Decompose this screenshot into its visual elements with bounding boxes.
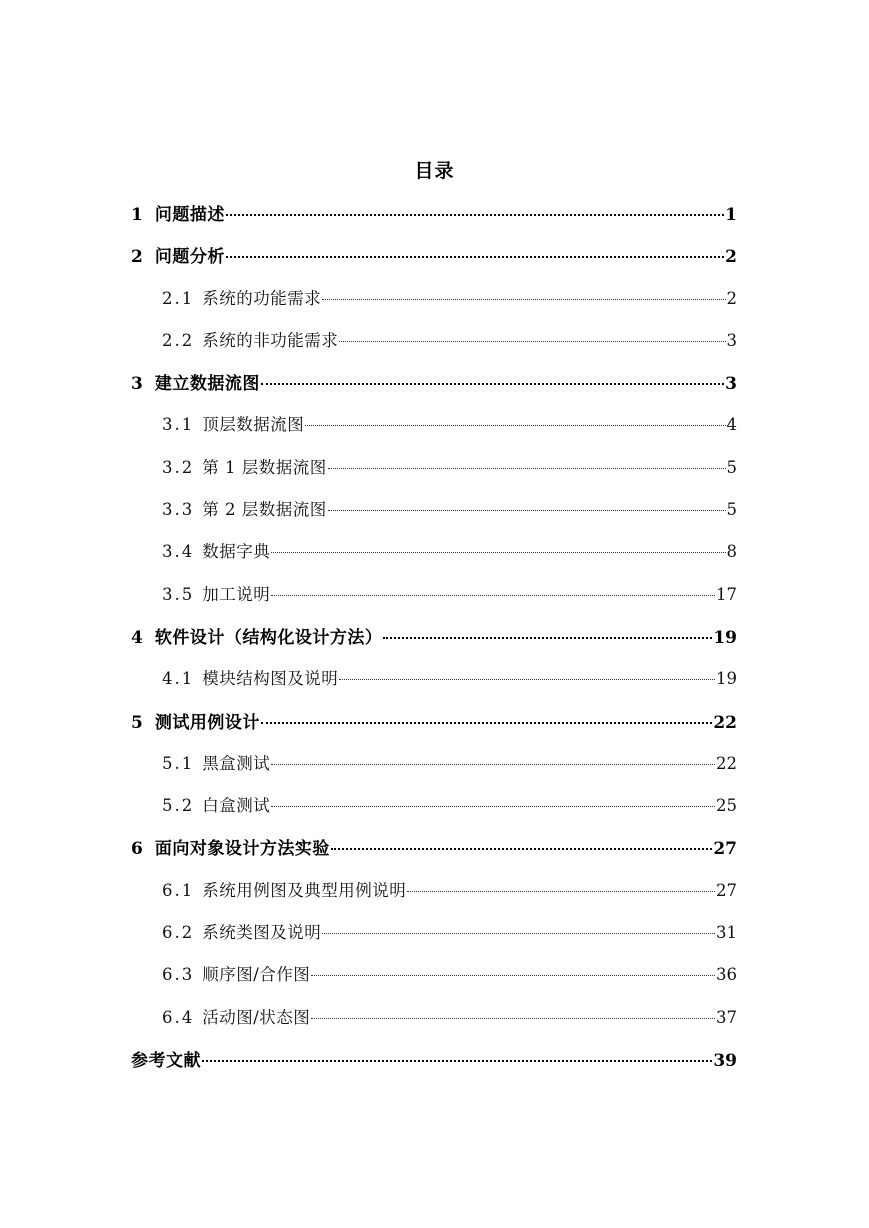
toc-entry-title: 问题描述 (154, 205, 225, 225)
toc-entry-title: 系统的非功能需求 (202, 330, 339, 350)
toc-entry-number: 3.1 (162, 415, 195, 435)
toc-entry-number: 2.2 (162, 330, 195, 350)
toc-entry-number: 6.4 (162, 1007, 195, 1027)
toc-dot-leader (328, 468, 726, 469)
toc-entry-title: 加工说明 (202, 584, 271, 604)
toc-dot-leader (226, 214, 724, 216)
toc-entry-number: 4.1 (162, 669, 195, 689)
toc-entry-page-number: 19 (713, 627, 737, 648)
toc-entry-page-number: 31 (716, 923, 737, 943)
toc-dot-leader (305, 425, 725, 426)
toc-entry-page-number: 19 (716, 669, 737, 689)
toc-dot-leader (261, 722, 712, 724)
toc-entry[interactable] (131, 951, 737, 993)
toc-entry-page-number: 22 (713, 712, 737, 733)
toc-entry-page-number: 36 (716, 965, 737, 985)
toc-entry-page-number: 17 (716, 584, 737, 604)
toc-entry-number: 6.3 (162, 965, 195, 985)
toc-entry-title: 模块结构图及说明 (202, 669, 339, 689)
toc-entry[interactable] (131, 275, 737, 317)
toc-dot-leader (339, 341, 725, 342)
toc-dot-leader (311, 975, 715, 976)
toc-entry-page-number: 37 (716, 1007, 737, 1027)
toc-dot-leader (322, 299, 725, 300)
toc-entry-number: 6 (131, 839, 144, 860)
toc-entry-number: 5 (131, 712, 144, 733)
toc-entry-title: 软件设计（结构化设计方法） (154, 627, 383, 648)
toc-entry-number: 5.2 (162, 796, 195, 816)
toc-title: 目录 (414, 160, 455, 182)
toc-entry-title: 第 2 层数据流图 (202, 500, 327, 520)
toc-dot-leader (271, 806, 715, 807)
toc-entry-page-number: 2 (725, 247, 737, 268)
toc-entry-page-number: 5 (726, 457, 737, 477)
toc-entry-number: 1 (131, 205, 144, 225)
toc-entry[interactable] (131, 571, 737, 613)
toc-entry[interactable] (131, 444, 737, 486)
toc-dot-leader (339, 679, 715, 680)
toc-entry[interactable] (131, 528, 737, 570)
toc-dot-leader (311, 1018, 715, 1019)
toc-dot-leader (261, 383, 724, 385)
toc-entry-title: 系统类图及说明 (202, 923, 322, 943)
toc-entry-page-number: 27 (716, 880, 737, 900)
toc-dot-leader (202, 1060, 712, 1062)
toc-entry[interactable] (131, 740, 737, 782)
toc-entry[interactable] (131, 401, 737, 443)
toc-entry-number: 3.3 (162, 500, 195, 520)
toc-entry-page-number: 5 (726, 500, 737, 520)
toc-entry-title: 白盒测试 (202, 796, 271, 816)
toc-dot-leader (271, 764, 715, 765)
toc-entry[interactable] (131, 909, 737, 951)
toc-entry-page-number: 22 (716, 753, 737, 773)
toc-entry-page-number: 25 (716, 796, 737, 816)
toc-entry-number: 3.2 (162, 457, 195, 477)
toc-entry-number: 3.4 (162, 542, 195, 562)
toc-entry-title: 系统用例图及典型用例说明 (202, 880, 407, 900)
toc-entry-title: 面向对象设计方法实验 (154, 839, 330, 860)
toc-entry-title: 顶层数据流图 (202, 415, 305, 435)
toc-entry-number: 2.1 (162, 288, 195, 308)
toc-dot-leader (226, 256, 724, 258)
toc-entry-number: 6.1 (162, 880, 195, 900)
toc-entry-title: 问题分析 (154, 247, 225, 268)
toc-entry[interactable] (131, 232, 737, 274)
toc-entry-number: 3 (131, 374, 144, 395)
toc-entry-title: 黑盒测试 (202, 753, 271, 773)
toc-entry[interactable] (131, 190, 737, 232)
toc-entry-title: 顺序图/合作图 (202, 965, 311, 985)
toc-entry[interactable] (131, 359, 737, 401)
toc-dot-leader (383, 637, 712, 639)
toc-entry-title: 测试用例设计 (154, 712, 260, 733)
toc-entry-number: 4 (131, 627, 144, 648)
toc-entry-page-number: 3 (726, 330, 737, 350)
toc-entry[interactable] (131, 613, 737, 655)
toc-entry[interactable] (131, 317, 737, 359)
toc-dot-leader (331, 848, 712, 850)
toc-dot-leader (407, 891, 715, 892)
toc-entry-number: 2 (131, 247, 144, 268)
toc-entry[interactable] (131, 655, 737, 697)
toc-entry[interactable] (131, 486, 737, 528)
toc-entry[interactable] (131, 698, 737, 740)
toc-entry[interactable] (131, 1036, 737, 1078)
toc-entry-page-number: 8 (726, 542, 737, 562)
toc-entry-title: 第 1 层数据流图 (202, 457, 327, 477)
toc-entry[interactable] (131, 824, 737, 866)
toc-entry-number: 6.2 (162, 923, 195, 943)
toc-entry-title: 活动图/状态图 (202, 1007, 311, 1027)
toc-entry[interactable] (131, 994, 737, 1036)
toc-entry-number: 5.1 (162, 753, 195, 773)
toc-entry-number: 3.5 (162, 584, 195, 604)
toc-dot-leader (322, 933, 715, 934)
toc-list (131, 190, 737, 1078)
toc-entry[interactable] (131, 782, 737, 824)
toc-entry-title: 参考文献 (131, 1050, 201, 1071)
toc-dot-leader (271, 595, 715, 596)
toc-entry-title: 数据字典 (202, 542, 271, 562)
toc-entry-page-number: 2 (726, 288, 737, 308)
toc-entry[interactable] (131, 867, 737, 909)
toc-entry-page-number: 1 (725, 205, 737, 225)
toc-entry-page-number: 27 (713, 839, 737, 860)
toc-dot-leader (271, 552, 725, 553)
toc-entry-title: 建立数据流图 (154, 374, 260, 395)
toc-entry-page-number: 3 (725, 374, 737, 395)
toc-entry-page-number: 4 (726, 415, 737, 435)
toc-entry-title: 系统的功能需求 (202, 288, 322, 308)
toc-entry-page-number: 39 (713, 1050, 737, 1071)
toc-dot-leader (328, 510, 726, 511)
